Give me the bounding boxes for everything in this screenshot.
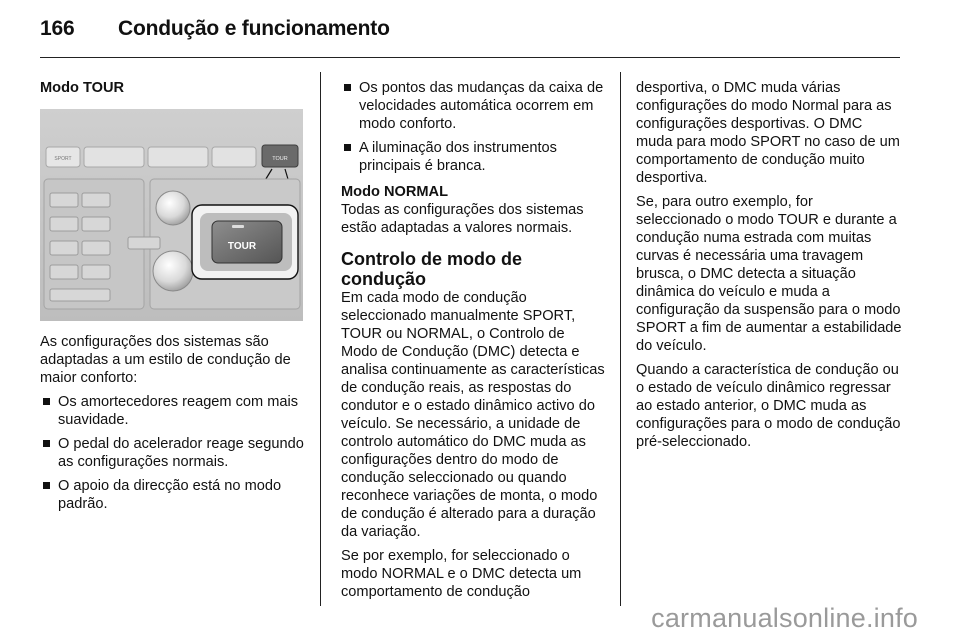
sport-button-label: SPORT <box>54 156 72 162</box>
column-divider-2 <box>620 72 621 606</box>
dmc-paragraph-3: Quando a característica de condução ou o estado de veículo dinâmico regressar ao estado anterior, o DMC muda as configurações para o modo de condução pré-seleccionado. <box>636 362 901 450</box>
column-divider-1 <box>320 72 321 606</box>
lower-knob[interactable] <box>153 251 193 291</box>
tour-intro-text: As configurações dos sistemas são adaptadas a um estilo de condução de maior conforto: <box>40 334 291 386</box>
page-number: 166 <box>40 17 75 40</box>
column-1 <box>40 79 306 519</box>
watermark: carmanualsonline.info <box>651 603 918 633</box>
list-item: O pedal do acelerador reage segundo as configurações normais. <box>40 435 306 471</box>
control-heading: Controlo de modo de condução <box>341 249 522 289</box>
list-item: A iluminação dos instrumentos principais é branca. <box>341 139 605 175</box>
list-item: Os amortecedores reagem com mais suavidade. <box>40 393 306 429</box>
page-header <box>40 17 390 41</box>
header-rule <box>40 57 900 58</box>
control-text: Em cada modo de condução seleccionado manualmente SPORT, TOUR ou NORMAL, o Controlo de Modo de Condução (DMC) detecta e analisa continuamente as características de condução reais, as respostas do condutor e o estado dinâmico activo do veículo. Se necessário, a unidade de controlo automático do DMC muda as configurações dentro do modo de condução seleccionado ou quando reconhece variações de monta, o modo de condução é alterado para a duração da variação. <box>341 290 605 540</box>
dmc-paragraph-1: desportiva, o DMC muda várias configurações do modo Normal para as configurações desportivas. O DMC muda para modo SPORT no caso de um comportamento de condução muito desportiva. <box>636 80 900 186</box>
upper-knob[interactable] <box>156 191 190 225</box>
list-item: O apoio da direcção está no modo padrão. <box>40 477 306 513</box>
tour-bullet-list <box>40 393 306 513</box>
tour-button-zoomed-label: TOUR <box>227 241 257 252</box>
normal-mode-heading: Modo NORMAL <box>341 184 448 200</box>
tour-mode-heading: Modo TOUR <box>40 80 125 96</box>
tour-button-small-label: TOUR <box>272 156 288 162</box>
dmc-paragraph-2: Se, para outro exemplo, for seleccionado o modo TOUR e durante a condução numa estrada com muitas curvas é necessária uma travagem brusca, o DMC detecta a situação dinâmica do veículo e muda a configuração da suspensão para o modo SPORT a fim de aumentar a estabilidade do veículo. <box>636 194 902 354</box>
column-3 <box>636 79 902 457</box>
tour-bullet-list-continued <box>341 79 605 175</box>
normal-mode-text: Todas as configurações dos sistemas estão adaptadas a valores normais. <box>341 202 584 236</box>
page-title: Condução e funcionamento <box>118 17 390 40</box>
column-2 <box>341 79 605 607</box>
list-item: Os pontos das mudanças da caixa de velocidades automática ocorrem em modo conforto. <box>341 79 605 133</box>
tour-button-figure <box>40 109 303 321</box>
example-text: Se por exemplo, for seleccionado o modo NORMAL e o DMC detecta um comportamento de condução <box>341 548 582 600</box>
